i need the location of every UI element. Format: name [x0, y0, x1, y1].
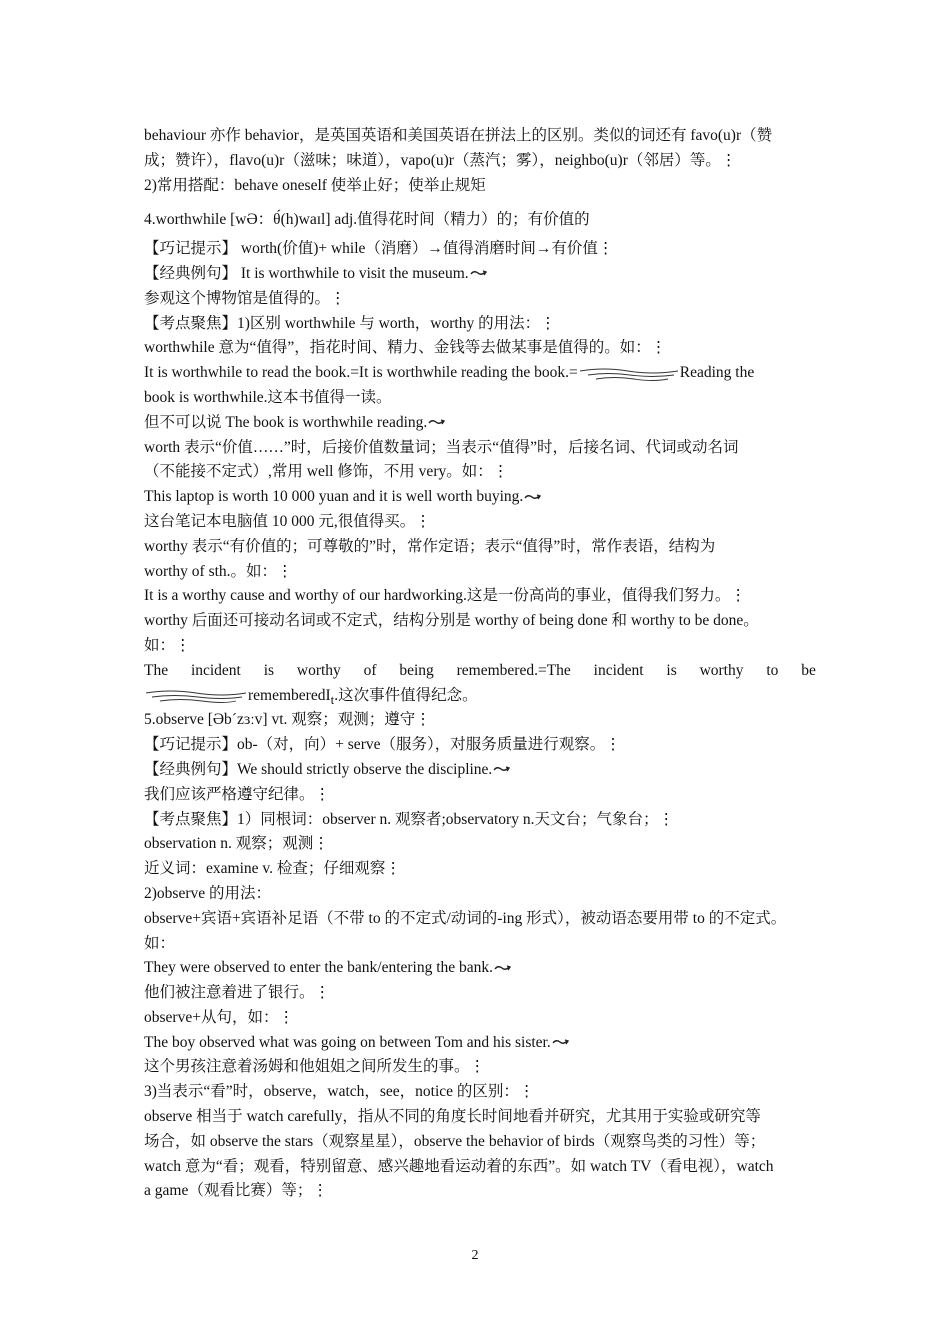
word: of: [363, 661, 377, 679]
speaker-mark-icon: [494, 963, 512, 975]
text-line: worthwhile 意为“值得”，指花时间、精力、金钱等去做某事是值得的。如：⋮: [144, 339, 667, 357]
text-line: observation n. 观察；观测⋮: [144, 835, 329, 853]
text-line: 2)observe 的用法：: [144, 884, 271, 902]
key-points: 【考点聚焦】1）同根词：observer n. 观察者;observatory n.天文台；气象台；⋮: [144, 810, 674, 828]
speaker-mark-icon: [524, 492, 542, 504]
text-line: observe 相当于 watch carefully，指从不同的角度长时间地看并研究，尤其用于实验或研究等: [144, 1108, 761, 1126]
text-line: watch 意为“看；观看，特别留意、感兴趣地看运动着的东西”。如 watch TV（看电视），watch: [144, 1157, 774, 1175]
example-sentence: They were observed to enter the bank/entering the bank.: [144, 956, 816, 981]
word: is: [263, 661, 275, 679]
text-line: 场合，如 observe the stars（观察星星），observe the behavior of birds（观察鸟类的习性）等；: [144, 1132, 766, 1150]
text-line: book is worthwhile.这本书值得一读。: [144, 388, 392, 406]
squiggle-mark-icon: [578, 367, 680, 381]
text-line: （不能接不定式）,常用 well 修饰，不用 very。如：⋮: [144, 463, 509, 481]
justified-example-line: [144, 659, 816, 684]
translation: 我们应该严格遵守纪律。⋮: [144, 785, 331, 803]
translation: 这个男孩注意着汤姆和他姐姐之间所发生的事。⋮: [144, 1058, 486, 1076]
text-line: observe+宾语+宾语补足语（不带 to 的不定式/动词的-ing 形式），被动语态要用带 to 的不定式。: [144, 909, 787, 927]
word: worthy: [296, 661, 341, 679]
text-line: It is a worthy cause and worthy of our hardworking.这是一份高尚的事业，值得我们努力。⋮: [144, 587, 746, 605]
text-line: worth 表示“价值……”时，后接价值数量词；当表示“值得”时，后接名词、代词或动名词: [144, 438, 739, 456]
key-points: 【考点聚焦】1)区别 worthwhile 与 worth，worthy 的用法：⋮: [144, 314, 556, 332]
mnemonic-tip: 【巧记提示】 worth(价值)+ while（消磨）→值得消磨时间→有价值⋮: [144, 240, 614, 258]
text-line: worthy 后面还可接动名词或不定式，结构分别是 worthy of being done 和 worthy to be done。: [144, 612, 759, 630]
entry-heading-observe: 5.observe [Əbˊzɜːv] vt. 观察；观测；遵守⋮: [144, 711, 431, 729]
text-line: behaviour 亦作 behavior，是英国英语和美国英语在拼法上的区别。类似的词还有 favo(u)r（赞: [144, 127, 773, 144]
text-line: rememberedI$_t$.这次事件值得纪念。: [144, 684, 816, 709]
text-line: 成；赞许），flavo(u)r（滋味；味道），vapo(u)r（蒸汽；雾），neighbo(u)r（邻居）等。⋮: [144, 151, 737, 169]
squiggle-mark-icon: [144, 689, 248, 703]
text-line: 如：: [144, 934, 176, 952]
text-line: a game（观看比赛）等；⋮: [144, 1182, 328, 1200]
translation: 参观这个博物馆是值得的。⋮: [144, 289, 346, 307]
text-line: 2)常用搭配：behave oneself 使举止好；使举止规矩: [144, 176, 486, 194]
text-line: 近义词：examine v. 检查；仔细观察⋮: [144, 860, 401, 878]
translation: 他们被注意着进了银行。⋮: [144, 984, 331, 1002]
text-line: observe+从句，如：⋮: [144, 1008, 294, 1026]
page-number: 2: [471, 1248, 479, 1263]
page-content: [144, 124, 816, 1204]
example-sentence: 【经典例句】 It is worthwhile to visit the museum.: [144, 262, 816, 287]
text-line: 如：⋮: [144, 636, 191, 654]
mnemonic-tip: 【巧记提示】ob-（对，向）+ serve（服务），对服务质量进行观察。⋮: [144, 736, 621, 754]
word: to: [766, 661, 779, 679]
example-sentence: The boy observed what was going on between Tom and his sister.: [144, 1031, 816, 1056]
word: incident: [593, 661, 644, 679]
word: be: [801, 661, 816, 679]
text-line: 但不可以说 The book is worthwhile reading.: [144, 411, 816, 436]
word: being: [399, 661, 434, 679]
speaker-mark-icon: [493, 764, 511, 776]
speaker-mark-icon: [470, 268, 488, 280]
text-line: 3)当表示“看”时，observe，watch，see，notice 的区别：⋮: [144, 1083, 535, 1101]
word: worthy: [699, 661, 744, 679]
word: The: [144, 661, 169, 679]
text-line: worthy 表示“有价值的；可尊敬的”时，常作定语；表示“值得”时，常作表语，结构为: [144, 537, 716, 555]
speaker-mark-icon: [428, 417, 446, 429]
speaker-mark-icon: [552, 1037, 570, 1049]
word: incident: [190, 661, 241, 679]
example-sentence: This laptop is worth 10 000 yuan and it is well worth buying.: [144, 485, 816, 510]
word: is: [666, 661, 677, 679]
example-sentence: 【经典例句】We should strictly observe the discipline.: [144, 758, 816, 783]
word: remembered.=The: [456, 661, 571, 679]
text-line: worthy of sth.。如：⋮: [144, 562, 293, 580]
entry-heading-worthwhile: 4.worthwhile [wƏ：θ́(h)waɪl] adj.值得花时间（精力）的；有价值的: [144, 211, 590, 229]
example-sentence: It is worthwhile to read the book.=It is worthwhile reading the book.= Reading the: [144, 364, 755, 382]
translation: 这台笔记本电脑值 10 000 元,很值得买。⋮: [144, 512, 431, 530]
